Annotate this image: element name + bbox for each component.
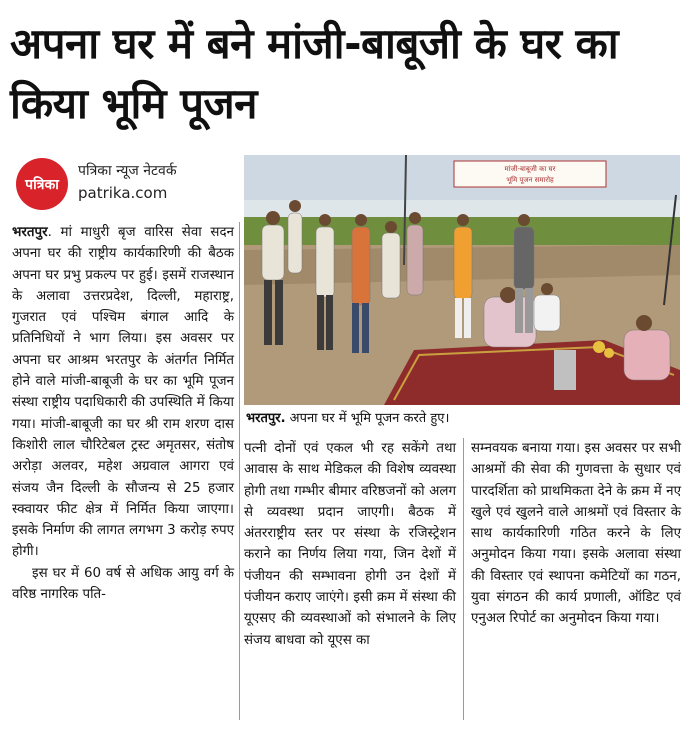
caption-text: अपना घर में भूमि पूजन करते हुए। [285, 411, 450, 426]
photo-caption [246, 408, 682, 426]
dateline: भरतपुर [12, 225, 48, 240]
column-1-text-2: इस घर में 60 वर्ष से अधिक आयु वर्ग के वरिष्ठ नागरिक पति- [12, 565, 234, 603]
bhoomi-pujan-photo [244, 155, 680, 405]
column-1-text: . मां माधुरी बृज वारिस सेवा सदन अपना घर की राष्ट्रीय कार्यकारिणी की बैठक अपना घर प्रभु प्रकल्प पर हुई। इसमें राजस्थान के अलावा उत्तरप्रदेश, दिल्ली, महाराष्ट्र, गुजरात एवं पश्चिम बंगाल आदि के प्रतिनिधियों ने भाग लिया। इस अवसर पर अपना घर आश्रम भरतपुर के अंतर्गत निर्मित होने वाले मांजी-बाबूजी के घर का भूमि पूजन संस्था राष्ट्रीय पदाधिकारी की उपस्थिति में किया गया। मांजी-बाबूजी का घर श्री राम शरण दास किशोरी लाल चौरिटेबल ट्रस्ट अमृतसर, संतोष अरोड़ा अलवर, महेश अग्रवाल आगरा एवं संजय जैन दिल्ली के सौजन्य से 25 हजार स्क्वायर फीट क्षेत्र में निर्मित किया जाएगा। इसके निर्माण की लागत लगभग 3 करोड़ रुपए होगी। [12, 225, 234, 560]
article-column-1 [12, 222, 234, 605]
article-column-2 [244, 438, 456, 651]
banner-line-1: मांजी-बाबूजी का घर [504, 165, 556, 173]
column-divider [463, 438, 464, 720]
patrika-logo: पत्रिका [16, 158, 68, 210]
byline [16, 158, 236, 208]
news-network: पत्रिका न्यूज नेटवर्क [78, 163, 177, 179]
headline: अपना घर में बने मांजी-बाबूजी के घर का किया भूमि पूजन [10, 19, 619, 128]
column-divider [239, 222, 240, 720]
article-column-3 [471, 438, 681, 630]
news-photo [244, 155, 680, 405]
column-3-text: सम्नवयक बनाया गया। इस अवसर पर सभी आश्रमों की सेवा की गुणवत्ता के सुधार एवं पारदर्शिता को प्राथमिकता देने के क्रम में नए खुले एवं खुलने वाले आश्रमों एवं विस्तार के साथ कार्यकारिणी गठित करने के लिए अनुमोदन किया गया। इसके अलावा संस्था की विस्तार एवं स्थापना कमेटियों का गठन, युवा संगठन की कार्य प्रणाली, ऑडिट एवं एनुअल रिपोर्ट का अनुमोदन किया गया। [471, 441, 681, 627]
banner-line-2: भूमि पूजन समारोह [506, 176, 554, 184]
caption-place: भरतपुर. [246, 411, 286, 426]
website-link[interactable]: patrika.com [78, 184, 168, 202]
column-2-text: पत्नी दोनों एवं एकल भी रह सकेंगे तथा आवास के साथ मेडिकल की विशेष व्यवस्था होगी तथा गम्भीर बीमार वरिष्ठजनों को अलग से व्यवस्था प्रदान जाएगी। बैठक में अंतरराष्ट्रीय स्तर पर संस्था के रजिस्ट्रेशन कराने का निर्णय लिया गया, जिन देशों में पंजीयन की सम्भावना होगी उन देशों में पंजीयन कराए जाएंगे। इसी क्रम में संस्था की यूएसए की व्यवस्थाओं को संभालने के लिए संजय बाधवा को यूएस का [244, 441, 456, 648]
